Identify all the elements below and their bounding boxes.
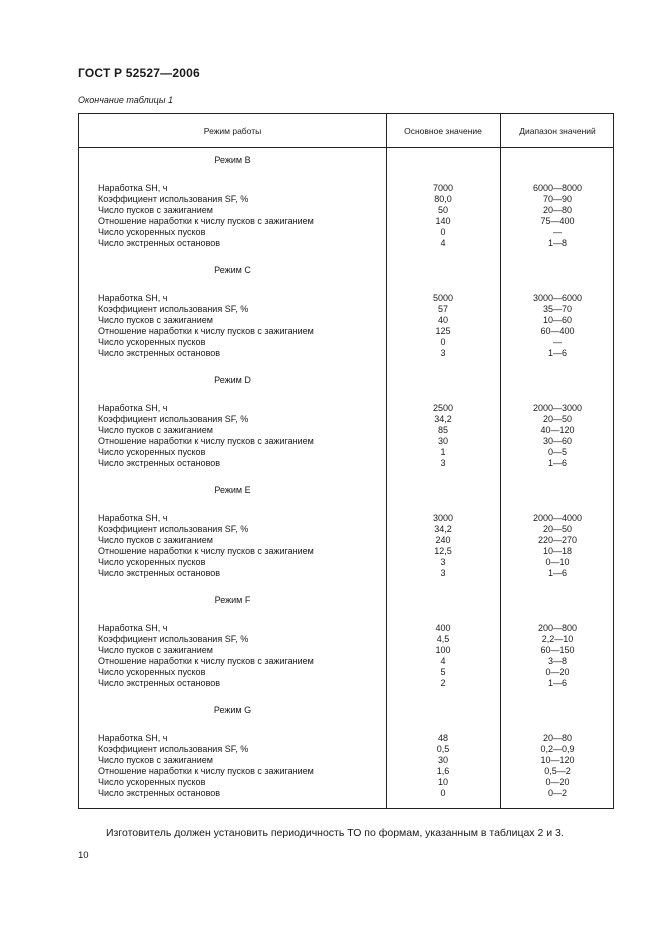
range-cell: 6000—8000 bbox=[532, 183, 583, 193]
param-cell: Число пусков с зажиганием bbox=[98, 315, 213, 325]
main-value-cell: 34,2 bbox=[434, 414, 452, 424]
range-cell: 2,2—10 bbox=[541, 634, 574, 644]
range-cell: — bbox=[553, 337, 562, 347]
main-value-cell: 0 bbox=[440, 788, 446, 798]
param-cell: Отношение наработки к числу пусков с зажиганием bbox=[98, 766, 314, 776]
range-cell: 2000—4000 bbox=[532, 513, 583, 523]
main-value-cell: 3 bbox=[440, 557, 446, 567]
range-cell: 3000—6000 bbox=[532, 293, 583, 303]
main-value-cell: 4 bbox=[440, 238, 446, 248]
table-row bbox=[79, 777, 613, 788]
main-value-cell: 1 bbox=[440, 447, 446, 457]
param-cell: Число экстренных остановов bbox=[98, 238, 221, 248]
param-cell: Число экстренных остановов bbox=[98, 788, 221, 798]
main-value-cell: 30 bbox=[437, 436, 448, 446]
param-cell: Отношение наработки к числу пусков с зажиганием bbox=[98, 546, 314, 556]
range-cell: 200—800 bbox=[537, 623, 578, 633]
range-cell: 60—400 bbox=[540, 326, 575, 336]
param-cell: Число пусков с зажиганием bbox=[98, 645, 213, 655]
main-value-cell: 7000 bbox=[432, 183, 454, 193]
mode-title: Режим B bbox=[214, 155, 251, 165]
param-cell: Число пусков с зажиганием bbox=[98, 535, 213, 545]
mode-title: Режим F bbox=[214, 595, 251, 605]
table-row bbox=[79, 403, 613, 414]
param-cell: Отношение наработки к числу пусков с зажиганием bbox=[98, 216, 314, 226]
table-row bbox=[79, 667, 613, 678]
range-cell: 20—80 bbox=[542, 733, 573, 743]
range-cell: 70—90 bbox=[542, 194, 573, 204]
table-caption: Окончание таблицы 1 bbox=[78, 95, 173, 105]
range-cell: 1—6 bbox=[547, 348, 567, 358]
range-cell: 0,2—0,9 bbox=[540, 744, 575, 754]
range-cell: 0—20 bbox=[545, 667, 570, 677]
table-row bbox=[79, 755, 613, 766]
param-cell: Коэффициент использования SF, % bbox=[98, 414, 249, 424]
table-row bbox=[79, 535, 613, 546]
main-value-cell: 2500 bbox=[432, 403, 454, 413]
table-row bbox=[79, 645, 613, 656]
main-value-cell: 48 bbox=[437, 733, 448, 743]
mode-title: Режим D bbox=[214, 375, 251, 385]
range-cell: 1—6 bbox=[547, 568, 567, 578]
document-header: ГОСТ Р 52527—2006 bbox=[78, 66, 200, 80]
param-cell: Число ускоренных пусков bbox=[98, 667, 206, 677]
table-row bbox=[79, 733, 613, 744]
main-value-cell: 85 bbox=[437, 425, 448, 435]
param-cell: Число ускоренных пусков bbox=[98, 557, 206, 567]
main-value-cell: 57 bbox=[437, 304, 448, 314]
param-cell: Коэффициент использования SF, % bbox=[98, 744, 249, 754]
table-row bbox=[79, 183, 613, 194]
param-cell: Число экстренных остановов bbox=[98, 348, 221, 358]
range-cell: 30—60 bbox=[542, 436, 573, 446]
mode-title: Режим G bbox=[213, 705, 252, 715]
param-cell: Коэффициент использования SF, % bbox=[98, 634, 249, 644]
range-cell: 10—60 bbox=[542, 315, 573, 325]
page-number: 10 bbox=[78, 850, 89, 861]
range-cell: 1—8 bbox=[547, 238, 567, 248]
column-header-mode: Режим работы bbox=[203, 125, 262, 136]
range-cell: 1—6 bbox=[547, 458, 567, 468]
param-cell: Наработка SH, ч bbox=[98, 403, 168, 413]
table-row bbox=[79, 557, 613, 568]
param-cell: Число ускоренных пусков bbox=[98, 777, 206, 787]
main-value-cell: 4,5 bbox=[436, 634, 450, 644]
main-value-cell: 10 bbox=[437, 777, 448, 787]
param-cell: Число ускоренных пусков bbox=[98, 227, 206, 237]
table-row bbox=[79, 425, 613, 436]
range-cell: 20—50 bbox=[542, 524, 573, 534]
param-cell: Число экстренных остановов bbox=[98, 568, 221, 578]
table-row bbox=[79, 205, 613, 216]
table-row bbox=[79, 194, 613, 205]
main-value-cell: 80,0 bbox=[434, 194, 452, 204]
range-cell: 0,5—2 bbox=[544, 766, 571, 776]
table-row bbox=[79, 623, 613, 634]
column-header-main-value: Основное значение bbox=[404, 125, 482, 136]
table-row bbox=[79, 337, 613, 348]
range-cell: 40—120 bbox=[540, 425, 575, 435]
mode-title: Режим C bbox=[214, 265, 251, 275]
table-row bbox=[79, 634, 613, 645]
param-cell: Число пусков с зажиганием bbox=[98, 205, 213, 215]
footer-note: Изготовитель должен установить периодичность ТО по формам, указанным в таблицах 2 и 3. bbox=[106, 827, 564, 839]
main-value-cell: 4 bbox=[440, 656, 446, 666]
table-row bbox=[79, 216, 613, 227]
header-divider bbox=[79, 147, 613, 148]
table-row bbox=[79, 315, 613, 326]
range-cell: — bbox=[553, 227, 562, 237]
main-value-cell: 5 bbox=[440, 667, 446, 677]
main-value-cell: 0 bbox=[440, 337, 446, 347]
range-cell: 10—18 bbox=[542, 546, 573, 556]
range-cell: 0—2 bbox=[547, 788, 567, 798]
param-cell: Коэффициент использования SF, % bbox=[98, 524, 249, 534]
main-value-cell: 100 bbox=[435, 645, 451, 655]
table-row bbox=[79, 304, 613, 315]
main-value-cell: 50 bbox=[437, 205, 448, 215]
table-row bbox=[79, 293, 613, 304]
range-cell: 0—20 bbox=[545, 777, 570, 787]
column-header-range: Диапазон значений bbox=[519, 125, 596, 136]
range-cell: 20—50 bbox=[542, 414, 573, 424]
range-cell: 35—70 bbox=[542, 304, 573, 314]
param-cell: Число ускоренных пусков bbox=[98, 447, 206, 457]
param-cell: Отношение наработки к числу пусков с зажиганием bbox=[98, 436, 314, 446]
table-row bbox=[79, 788, 613, 799]
range-cell: 60—150 bbox=[540, 645, 575, 655]
main-value-cell: 5000 bbox=[432, 293, 454, 303]
main-value-cell: 3 bbox=[440, 568, 446, 578]
param-cell: Отношение наработки к числу пусков с зажиганием bbox=[98, 326, 314, 336]
main-value-cell: 30 bbox=[437, 755, 448, 765]
param-cell: Число экстренных остановов bbox=[98, 678, 221, 688]
range-cell: 75—400 bbox=[540, 216, 575, 226]
table-row bbox=[79, 744, 613, 755]
param-cell: Наработка SH, ч bbox=[98, 513, 168, 523]
main-value-cell: 125 bbox=[435, 326, 451, 336]
range-cell: 1—6 bbox=[547, 678, 567, 688]
table-row bbox=[79, 513, 613, 524]
table-row bbox=[79, 546, 613, 557]
mode-title: Режим E bbox=[214, 485, 251, 495]
main-value-cell: 1,6 bbox=[436, 766, 450, 776]
table-row bbox=[79, 766, 613, 777]
main-value-cell: 3000 bbox=[432, 513, 454, 523]
table-row bbox=[79, 568, 613, 579]
param-cell: Число ускоренных пусков bbox=[98, 337, 206, 347]
param-cell: Число экстренных остановов bbox=[98, 458, 221, 468]
main-value-cell: 140 bbox=[435, 216, 451, 226]
table-row bbox=[79, 414, 613, 425]
range-cell: 20—80 bbox=[542, 205, 573, 215]
table-row bbox=[79, 238, 613, 249]
range-cell: 0—10 bbox=[545, 557, 570, 567]
main-value-cell: 34,2 bbox=[434, 524, 452, 534]
table-row bbox=[79, 458, 613, 469]
range-cell: 0—5 bbox=[547, 447, 567, 457]
range-cell: 10—120 bbox=[540, 755, 575, 765]
table-row bbox=[79, 656, 613, 667]
main-value-cell: 40 bbox=[437, 315, 448, 325]
param-cell: Наработка SH, ч bbox=[98, 623, 168, 633]
param-cell: Отношение наработки к числу пусков с зажиганием bbox=[98, 656, 314, 666]
param-cell: Наработка SH, ч bbox=[98, 183, 168, 193]
param-cell: Наработка SH, ч bbox=[98, 733, 168, 743]
main-value-cell: 0 bbox=[440, 227, 446, 237]
table-row bbox=[79, 524, 613, 535]
param-cell: Число пусков с зажиганием bbox=[98, 425, 213, 435]
table-row bbox=[79, 227, 613, 238]
table-row bbox=[79, 447, 613, 458]
range-cell: 2000—3000 bbox=[532, 403, 583, 413]
table-row bbox=[79, 348, 613, 359]
param-cell: Коэффициент использования SF, % bbox=[98, 304, 249, 314]
param-cell: Наработка SH, ч bbox=[98, 293, 168, 303]
main-value-cell: 3 bbox=[440, 458, 446, 468]
parameters-table bbox=[78, 113, 614, 809]
range-cell: 220—270 bbox=[537, 535, 578, 545]
main-value-cell: 0,5 bbox=[436, 744, 450, 754]
table-row bbox=[79, 436, 613, 447]
range-cell: 3—8 bbox=[547, 656, 567, 666]
table-row bbox=[79, 326, 613, 337]
param-cell: Число пусков с зажиганием bbox=[98, 755, 213, 765]
main-value-cell: 2 bbox=[440, 678, 446, 688]
main-value-cell: 240 bbox=[435, 535, 451, 545]
table-row bbox=[79, 678, 613, 689]
param-cell: Коэффициент использования SF, % bbox=[98, 194, 249, 204]
main-value-cell: 3 bbox=[440, 348, 446, 358]
main-value-cell: 400 bbox=[435, 623, 451, 633]
main-value-cell: 12,5 bbox=[434, 546, 452, 556]
